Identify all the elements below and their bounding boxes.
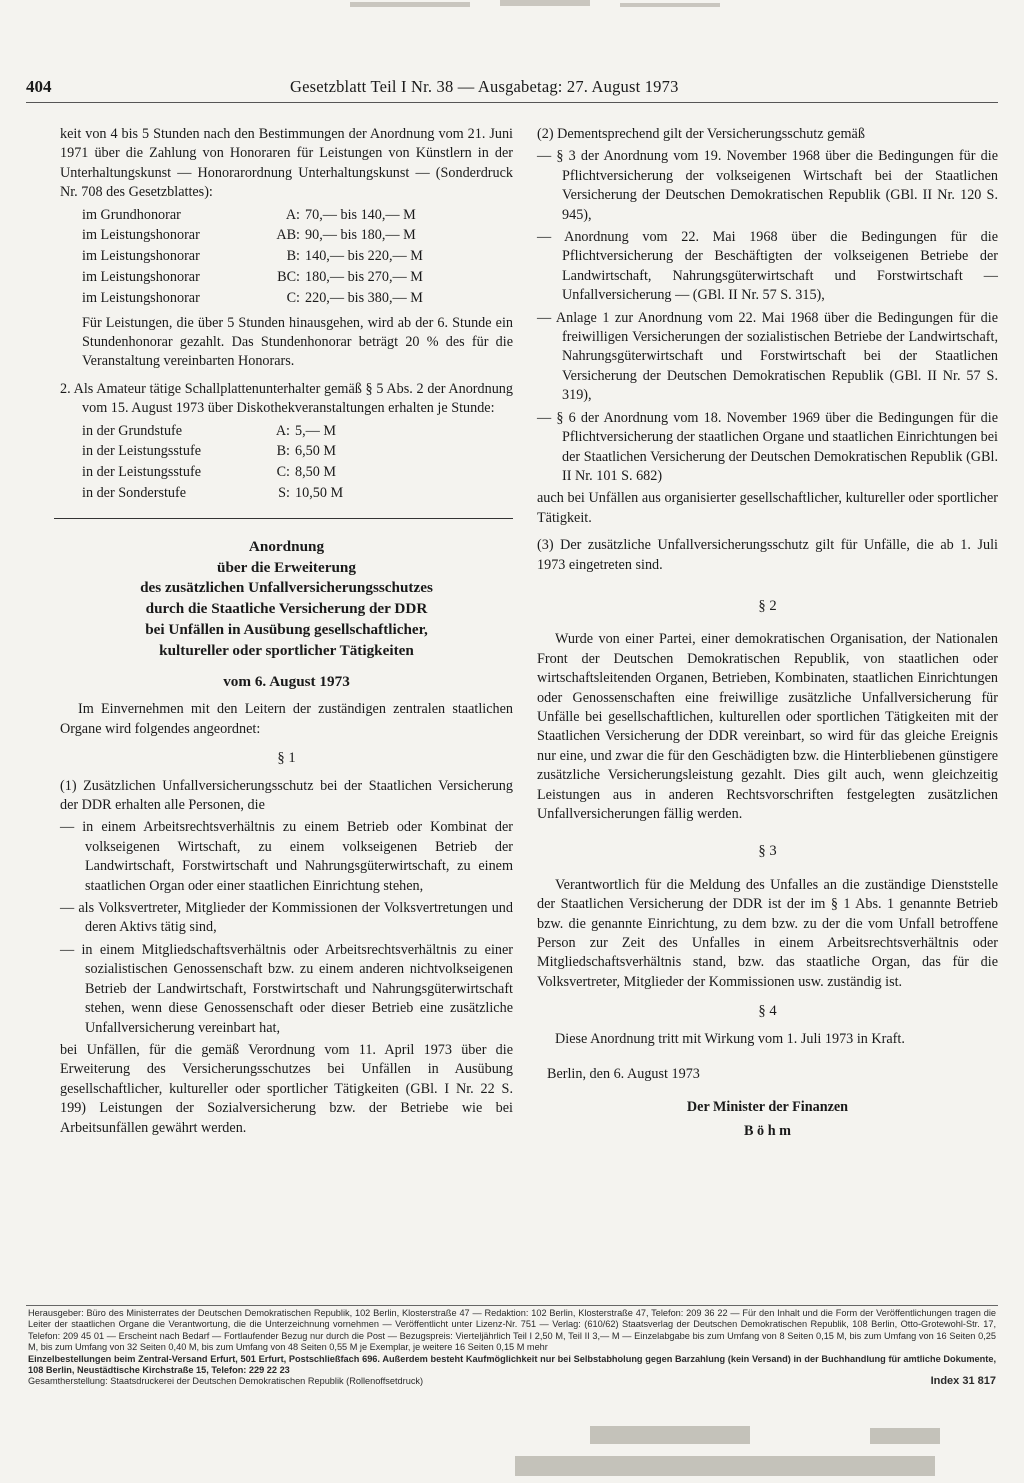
imprint-publisher: Herausgeber: Büro des Ministerrates der Deutschen Demokratischen Republik, 102 Berlin, Klosterstraße 47 — Redaktion: 102 Berlin, Klosterstraße 47, Telefon: 209 36 22 — Für den Inhalt und die Form der Veröffentlichungen tragen die Leiter der staatlichen Organe die Verantwortung, die die Unterzeichnung vornehmen — Veröffentlicht unter Lizenz-Nr. 751 — Verlag: (610/62) Staatsverlag der Deutschen Demokratischen Republik, 108 Berlin, Otto-Grotewohl-Str. 17, Telefon: 209 45 01 — Erscheint nach Bedarf — Fortlaufender Bezug nur durch die Post — Bezugspreis: Vierteljährlich Teil I 2,50 M, Teil II 3,— M — Einzelabgabe bis zum Umfang von 8 Seiten 0,15 M, bis zum Umfang von 16 Seiten 0,25 M, bis zum Umfang von 32 Seiten 0,40 M, bis zum Umfang von 48 Seiten 0,55 M je Exemplar, je weitere 16 Seiten 0,15 M mehr: [28, 1308, 996, 1353]
section-4-text: Diese Anordnung tritt mit Wirkung vom 1. Juli 1973 in Kraft.: [555, 1030, 905, 1047]
order-date: vom 6. August 1973: [223, 672, 350, 690]
imprint-orders: Einzelbestellungen beim Zentral-Versand Erfurt, 501 Erfurt, Postschließfach 696. Außerdem besteht Kaufmöglichkeit nur bei Selbstabholung gegen Barzahlung (kein Versand) in der Buchhandlung für amtliche Dokumente, 108 Berlin, Neustädtische Kirchstraße 15, Telefon: 229 22 23: [28, 1353, 996, 1376]
library-stamp-bleedthrough: [0, 1420, 1024, 1483]
order-title-line: des zusätzlichen Unfallversicherungsschutzes: [140, 579, 433, 597]
rate-code: B:: [276, 443, 290, 460]
fee-range: 220,— bis 380,— M: [305, 289, 423, 306]
place-date: Berlin, den 6. August 1973: [547, 1066, 700, 1083]
fee-label: im Leistungshonorar: [82, 248, 200, 265]
table-row: [82, 226, 423, 247]
rate-amount: 5,— M: [295, 422, 336, 439]
table-row: [82, 289, 423, 310]
table-row: [82, 268, 423, 289]
page-header-title: Gesetzblatt Teil I Nr. 38 — Ausgabetag: 27. August 1973: [290, 77, 679, 96]
section-2-text: Wurde von einer Partei, einer demokratischen Organisation, der Nationalen Front der Deutschen Demokratischen Republik, von staatlichen oder wirtschaftsleitenden Organen, Betrieben, Kombinaten, staatlichen Einrichtungen oder Genossenschaften eine freiwillige zusätzliche Unfallversicherung für Unfälle bei gesellschaftlichen, kulturellen oder sportlichen Tätigkeiten mit der Staatlichen Versicherung der DDR vereinbart, so wird für das gleiche Ereignis nur eine, und zwar die für den Geschädigten bzw. die Hinterbliebenen günstigere zusätzliche Versicherungsleistung gezahlt. Dies gilt auch, wenn gleichzeitig Leistungen aus in anderen Rechtsvorschriften festgelegten zusätzlichen Unfallversicherungen fällig werden.: [537, 631, 998, 822]
section-1-paragraph-2-closing: auch bei Unfällen aus organisierter gesellschaftlicher, kultureller oder sportlicher Tätigkeit.: [537, 490, 998, 526]
section-1-closing: bei Unfällen, für die gemäß Verordnung vom 11. April 1973 über die Erweiterung des Versicherungsschutzes bei Unfällen in Ausübung gesellschaftlicher, kultureller oder sportlicher Tätigkeiten (GBl. I Nr. 22 S. 199) Leistungen der Sozialversicherung bzw. der Betriebe wie bei Arbeitsunfällen gewährt werden.: [60, 1041, 513, 1136]
table-row: [82, 206, 423, 227]
list-item: — in einem Arbeitsrechtsverhältnis zu einem Betrieb oder Kombinat der volkseigenen Wirtschaft, zu einem volkseigenen Betrieb der Landwirtschaft, Forstwirtschaft und Nahrungsgüterwirtschaft, zu einem staatlichen Organ oder einer staatlichen Einrichtung stehen,: [60, 819, 513, 894]
list-item: — § 3 der Anordnung vom 19. November 1968 über die Bedingungen für die Pflichtversicherung der volkseigenen Wirtschaft bei der Staatlichen Versicherung der Deutschen Demokratischen Republik (GBl. II Nr. 120 S. 945),: [537, 148, 998, 223]
page-number: 404: [26, 77, 52, 96]
header-divider: [26, 102, 998, 103]
order-title: [60, 537, 513, 662]
order-title-line: kultureller oder sportlicher Tätigkeiten: [159, 641, 414, 659]
imprint-printer: Gesamtherstellung: Staatsdruckerei der Deutschen Demokratischen Republik (Rollenoffsetdruck): [28, 1376, 424, 1387]
continuation-paragraph: keit von 4 bis 5 Stunden nach den Bestimmungen der Anordnung vom 21. Juni 1971 über die Zahlung von Honoraren für Leistungen von Künstlern in der Unterhaltungskunst — Honorarordnung Unterhaltungskunst — (Sonderdruck Nr. 708 des Gesetzblattes):: [60, 126, 513, 201]
signer-name: B ö h m: [744, 1122, 791, 1139]
scan-speckle: [350, 0, 730, 14]
section-divider: [54, 518, 513, 519]
index-number: Index 31 817: [930, 1375, 996, 1388]
order-title-line: bei Unfällen in Ausübung gesellschaftlicher,: [145, 621, 428, 639]
rate-code: S:: [278, 485, 290, 502]
rate-label: in der Sonderstufe: [82, 485, 187, 502]
item-2-paragraph: 2. Als Amateur tätige Schallplattenunterhalter gemäß § 5 Abs. 2 der Anordnung vom 15. August 1973 über Diskothekveranstaltungen erhalten je Stunde:: [60, 380, 513, 417]
fee-table: [82, 206, 423, 310]
footer-divider: [26, 1305, 998, 1306]
right-column: [537, 125, 998, 1141]
preamble: Im Einvernehmen mit den Leitern der zuständigen zentralen staatlichen Organe wird folgendes angeordnet:: [60, 701, 513, 737]
left-column: [60, 125, 513, 1141]
rate-label: in der Leistungsstufe: [82, 464, 201, 481]
table-row: [82, 422, 343, 443]
fee-range: 90,— bis 180,— M: [305, 227, 416, 244]
order-title-line: Anordnung: [248, 537, 325, 555]
section-1-paragraph-3: (3) Der zusätzliche Unfallversicherungsschutz gilt für Unfälle, die ab 1. Juli 1973 eingetreten sind.: [537, 537, 998, 573]
list-item: — § 6 der Anordnung vom 18. November 1969 über die Bedingungen für die Pflichtversicherung der staatlichen Organe und staatlichen Einrichtungen bei der Staatlichen Versicherung der Deutschen Demokratischen Republik (GBl. II Nr. 101 S. 682): [537, 409, 998, 484]
signer-title: Der Minister der Finanzen: [686, 1099, 849, 1116]
rate-code: A:: [275, 422, 290, 439]
section-4-heading: § 4: [758, 1003, 777, 1020]
imprint-printer-row: [28, 1376, 996, 1387]
rate-table: [82, 422, 343, 505]
overtime-paragraph: Für Leistungen, die über 5 Stunden hinausgehen, wird ab der 6. Stunde ein Stundenhonorar gezahlt. Das Stundenhonorar beträgt 20 % des für die Veranstaltung vereinbarten Honorars.: [82, 314, 513, 370]
rate-label: in der Grundstufe: [82, 422, 183, 439]
list-item: — als Volksvertreter, Mitglieder der Kommissionen der Volksvertretungen und deren Aktivs tätig sind,: [60, 900, 513, 936]
section-1-paragraph-1: (1) Zusätzlichen Unfallversicherungsschutz bei der Staatlichen Versicherung der DDR erhalten alle Personen, die: [60, 777, 513, 814]
fee-label: im Grundhonorar: [82, 206, 181, 223]
table-row: [82, 463, 343, 484]
fee-code: B:: [286, 248, 300, 265]
order-title-line: über die Erweiterung: [217, 558, 356, 576]
list-item: — in einem Mitgliedschaftsverhältnis oder Arbeitsrechtsverhältnis zu einer sozialistischen Genossenschaft bzw. zu einem anderen nichtvolkseigenen Betrieb der Landwirtschaft, Forstwirtschaft und Nahrungsgüterwirtschaft stehen, wenn diese Genossenschaft oder dieser Betrieb eine zusätzliche Unfallversicherung vereinbart hat,: [60, 941, 513, 1036]
order-title-line: durch die Staatliche Versicherung der DDR: [145, 600, 428, 618]
table-row: [82, 442, 343, 463]
fee-range: 180,— bis 270,— M: [305, 269, 423, 286]
table-row: [82, 484, 343, 505]
rate-label: in der Leistungsstufe: [82, 443, 201, 460]
section-3-heading: § 3: [758, 843, 777, 860]
section-2-heading: § 2: [758, 597, 777, 614]
fee-range: 70,— bis 140,— M: [305, 206, 416, 223]
list-item: — Anordnung vom 22. Mai 1968 über die Bedingungen für die Pflichtversicherung der Beschäftigten der volkseigenen Betriebe der Landwirtschaft, Nahrungsgüterwirtschaft und Forstwirtschaft — Unfallversicherung — (GBl. II Nr. 57 S. 315),: [537, 229, 998, 304]
fee-code: A:: [285, 206, 300, 223]
imprint: [28, 1308, 996, 1388]
fee-code: AB:: [276, 227, 300, 244]
section-3-text: Verantwortlich für die Meldung des Unfalles an die zuständige Dienststelle der Staatlichen Versicherung der DDR ist der im § 1 Abs. 1 genannte Betrieb bzw. die genannte Einrichtung, zu dem bzw. zu der die vom Unfall betroffene Person zur Zeit des Unfalles in einem Arbeitsrechtsverhältnis oder Mitgliedschaftsverhältnis stand, bzw. das staatliche Organ, das für die Volksvertreter, Mitglieder der Kommissionen usw. zuständig ist.: [537, 876, 998, 990]
fee-label: im Leistungshonorar: [82, 269, 200, 286]
rate-code: C:: [276, 464, 290, 481]
section-1-paragraph-2: (2) Dementsprechend gilt der Versicherungsschutz gemäß: [537, 126, 865, 142]
fee-label: im Leistungshonorar: [82, 227, 200, 244]
rate-amount: 6,50 M: [295, 443, 336, 460]
fee-label: im Leistungshonorar: [82, 289, 200, 306]
section-1-heading: § 1: [277, 750, 296, 767]
rate-amount: 8,50 M: [295, 464, 336, 481]
fee-range: 140,— bis 220,— M: [305, 248, 423, 265]
list-item: — Anlage 1 zur Anordnung vom 22. Mai 1968 über die Bedingungen für die freiwilligen Versicherungen der sozialistischen Betriebe der Landwirtschaft, Nahrungsgüterwirtschaft und Forstwirtschaft bei der Staatlichen Versicherung der Deutschen Demokratischen Republik (GBl. II Nr. 57 S. 319),: [537, 309, 998, 404]
fee-code: BC:: [277, 269, 300, 286]
table-row: [82, 247, 423, 268]
fee-code: C:: [286, 289, 300, 306]
rate-amount: 10,50 M: [295, 485, 344, 502]
